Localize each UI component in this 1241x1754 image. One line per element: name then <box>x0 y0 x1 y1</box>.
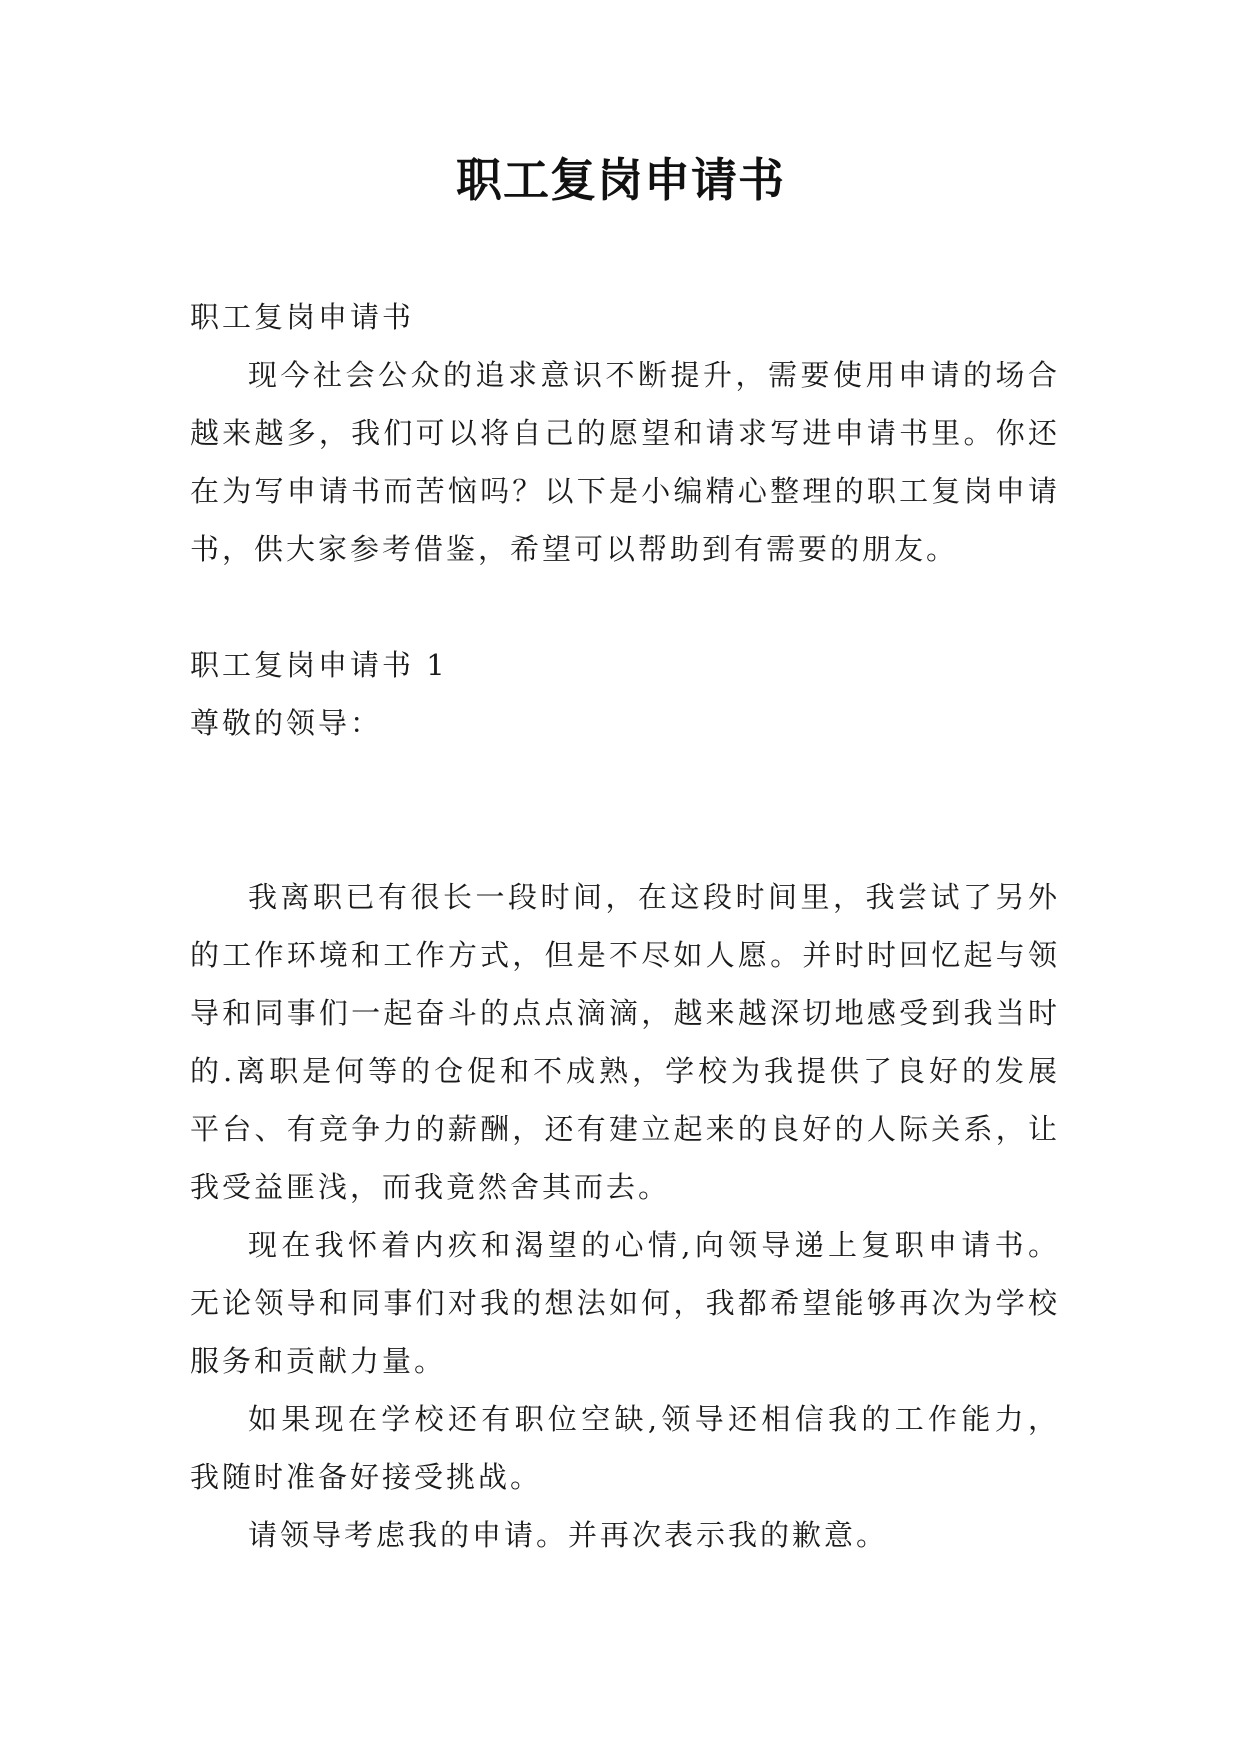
intro-paragraph: 现今社会公众的追求意识不断提升，需要使用申请的场合越来越多，我们可以将自己的愿望和请求写进申请书里。你还在为写申请书而苦恼吗？以下是小编精心整理的职工复岗申请书，供大家参考借鉴，希望可以帮助到有需要的朋友。 <box>190 358 1060 566</box>
body-paragraph: 请领导考虑我的申请。并再次表示我的歉意。 <box>248 1518 889 1552</box>
salutation: 尊敬的领导： <box>190 706 383 740</box>
document-title: 职工复岗申请书 <box>456 153 785 207</box>
body-paragraph: 如果现在学校还有职位空缺,领导还相信我的工作能力，我随时准备好接受挑战。 <box>190 1402 1060 1494</box>
body-paragraph: 我离职已有很长一段时间，在这段时间里，我尝试了另外的工作环境和工作方式，但是不尽如人愿。并时时回忆起与领导和同事们一起奋斗的点点滴滴，越来越深切地感受到我当时的.离职是何等的仓促和不成熟，学校为我提供了良好的发展平台、有竞争力的薪酬，还有建立起来的良好的人际关系，让我受益匪浅，而我竟然舍其而去。 <box>190 880 1060 1204</box>
spacer <box>190 752 1060 868</box>
body-paragraph: 现在我怀着内疚和渴望的心情,向领导递上复职申请书。无论领导和同事们对我的想法如何，我都希望能够再次为学校服务和贡献力量。 <box>190 1228 1060 1378</box>
document-body <box>190 288 1060 1564</box>
spacer <box>190 578 1060 636</box>
document-subtitle: 职工复岗申请书 <box>190 300 415 334</box>
section-heading: 职工复岗申请书 1 <box>190 648 448 682</box>
